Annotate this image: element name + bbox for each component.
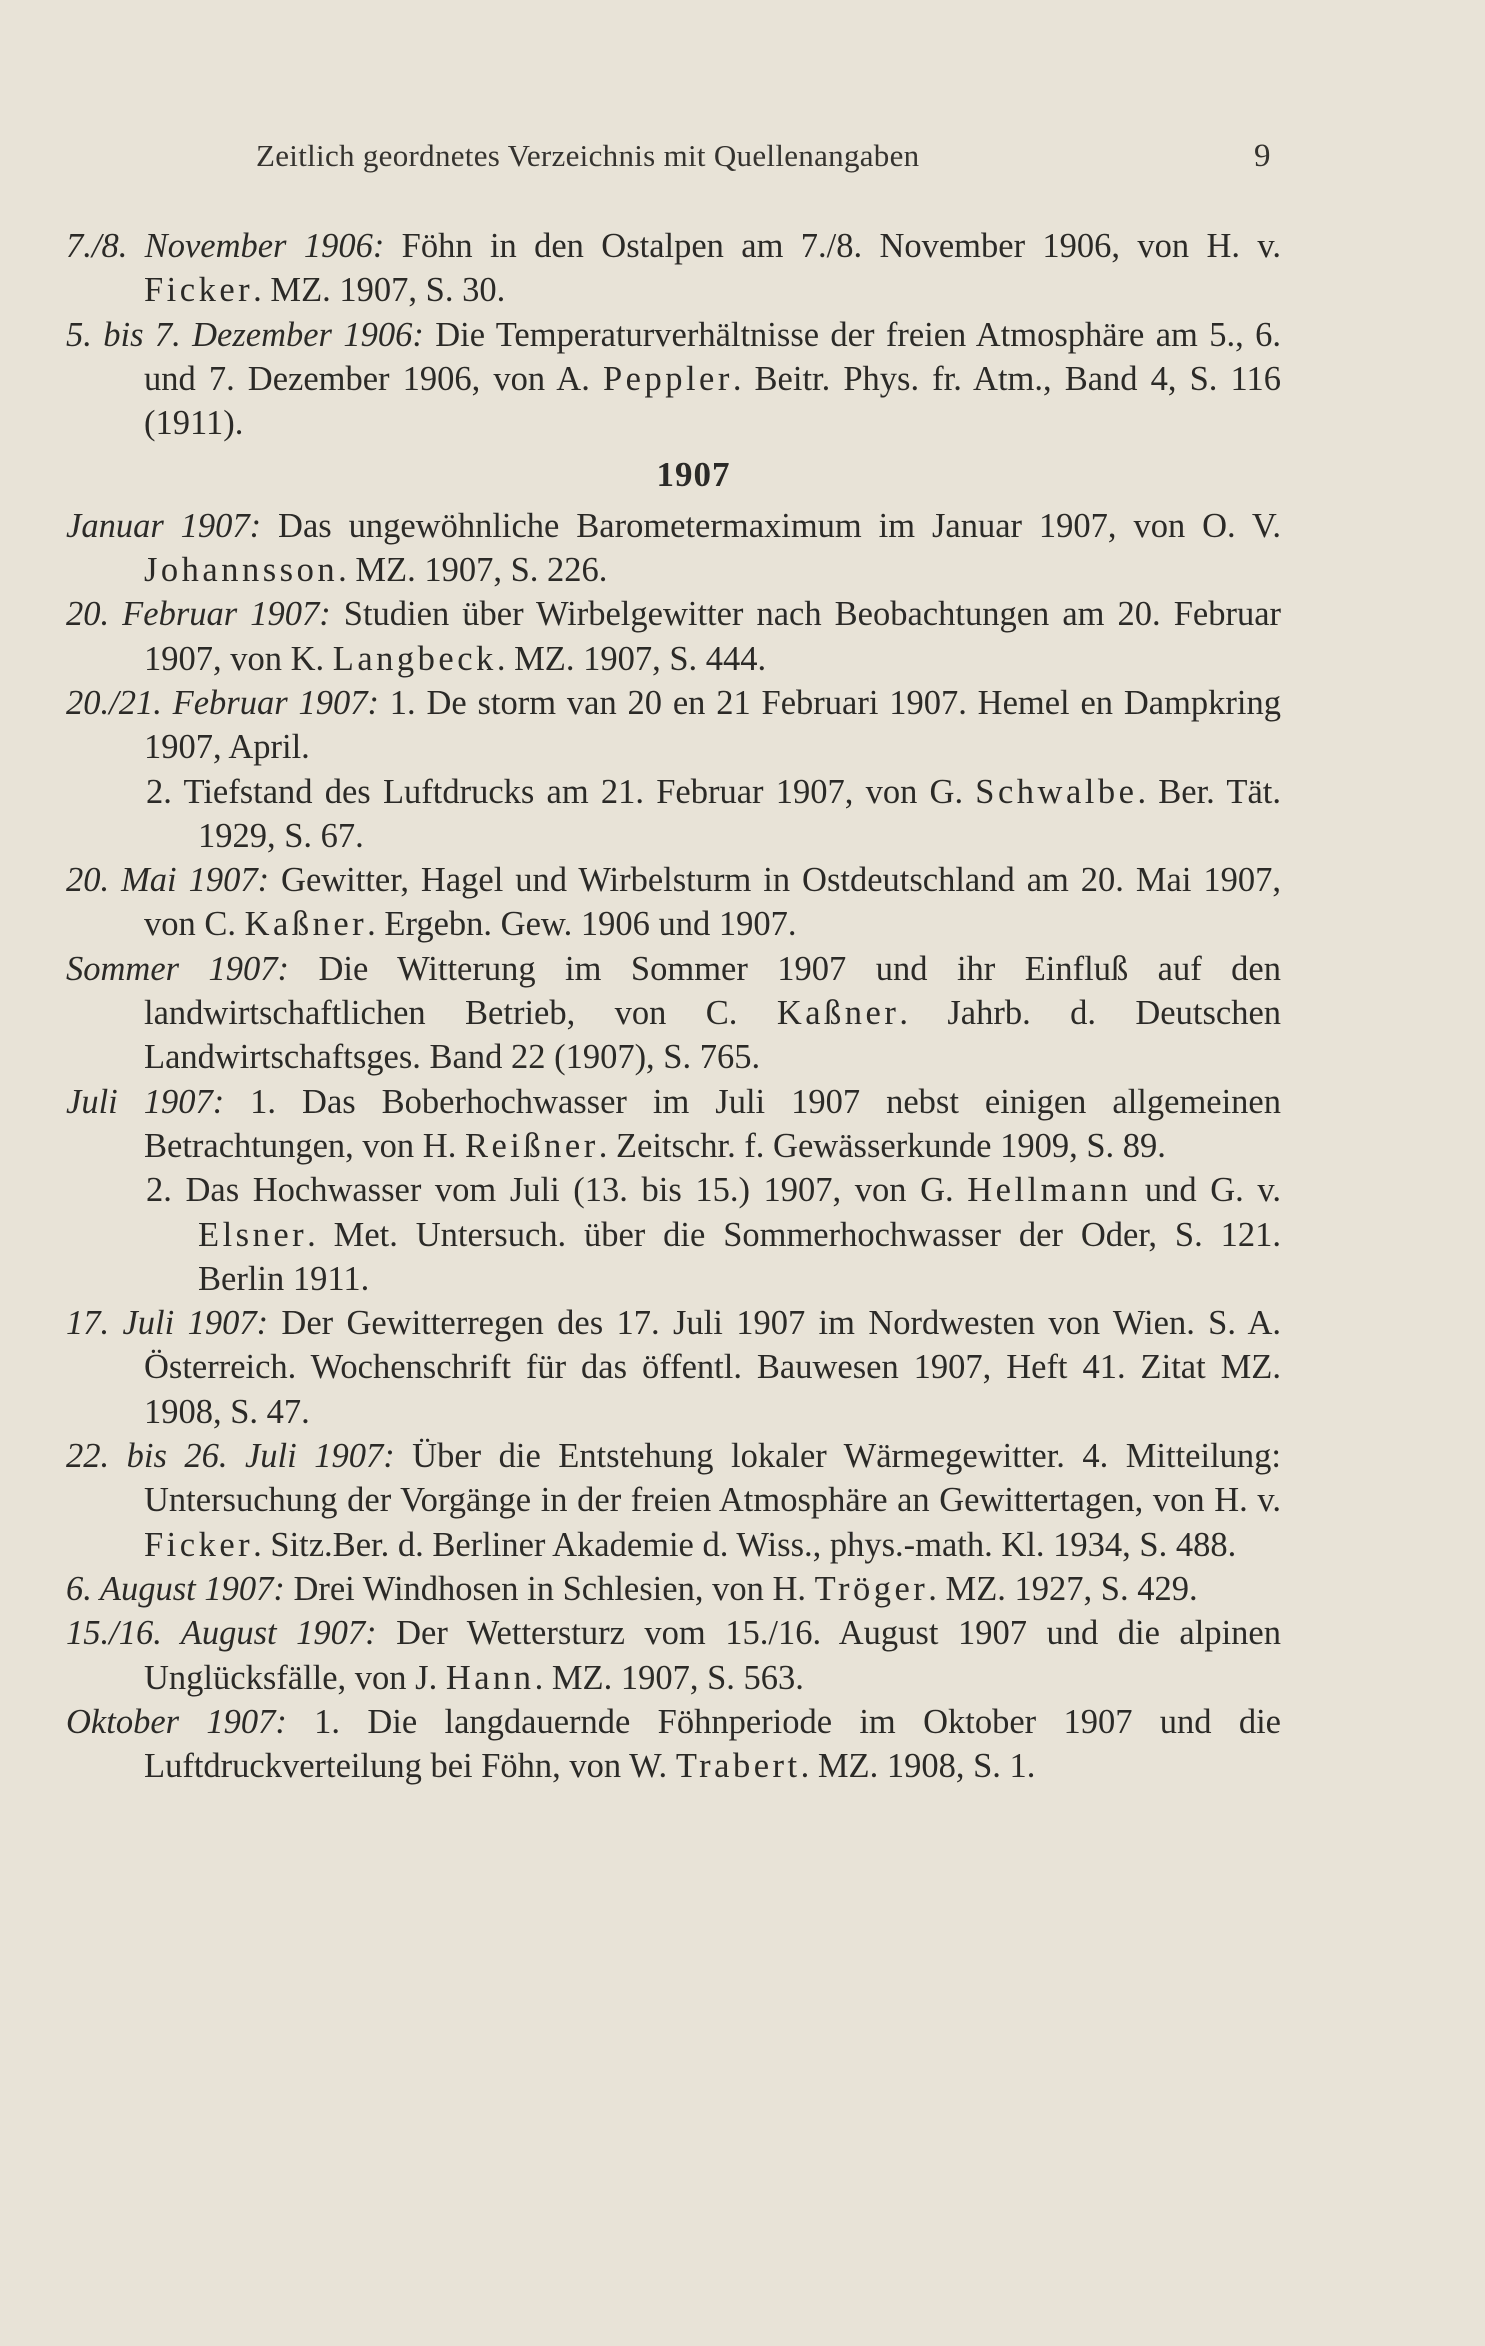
entry-source: . Zeitschr. f. Gewässerkunde 1909, S. 89. xyxy=(598,1126,1166,1165)
entry-text: und G. v. xyxy=(1131,1171,1281,1210)
list-item xyxy=(66,313,1281,446)
entry-text: 1. Das Boberhochwasser im Juli 1907 nebst einigen allgemeinen Betrachtungen, von H. xyxy=(144,1082,1281,1165)
list-item xyxy=(66,1080,1281,1169)
entry-source: . Ber. Tät. 1929, S. 67. xyxy=(198,772,1281,855)
entry-date: Januar 1907: xyxy=(66,506,262,545)
list-item xyxy=(66,681,1281,770)
entry-source: . MZ. 1907, S. 444. xyxy=(496,639,767,678)
entry-author: Ficker xyxy=(144,271,254,310)
entry-date: 15./16. August 1907: xyxy=(66,1614,377,1653)
list-item xyxy=(66,1567,1281,1611)
entry-source: . Met. Untersuch. über die Sommerhochwasser der Oder, S. 121. Berlin 1911. xyxy=(198,1215,1281,1298)
entry-text: 2. Das Hochwasser vom Juli (13. bis 15.) 1907, von G. xyxy=(146,1171,968,1210)
page-number: 9 xyxy=(1254,138,1271,174)
entry-author: Peppler xyxy=(602,359,733,398)
entry-date: 7./8. November 1906: xyxy=(66,227,385,265)
entry-source: . MZ. 1908, S. 1. xyxy=(800,1747,1036,1786)
sub-item xyxy=(66,1168,1281,1301)
list-item xyxy=(66,858,1281,947)
entry-author: Hellmann xyxy=(967,1171,1132,1210)
running-header: Zeitlich geordnetes Verzeichnis mit Quellenangaben xyxy=(256,138,920,173)
list-item xyxy=(66,1434,1281,1567)
entry-author: Langbeck xyxy=(332,639,497,678)
entry-author: Trabert xyxy=(675,1747,801,1786)
entry-text: Drei Windhosen in Schlesien, von H. xyxy=(284,1569,815,1608)
entry-date: Oktober 1907: xyxy=(66,1702,287,1741)
entry-date: Sommer 1907: xyxy=(66,949,290,988)
entry-text: Studien über Wirbelgewitter nach Beobachtungen am 20. Februar 1907, von K. xyxy=(144,595,1281,678)
entry-text: Gewitter, Hagel und Wirbelsturm in Ostdeutschland am 20. Mai 1907, von C. xyxy=(144,861,1281,944)
entry-author: Ficker xyxy=(144,1525,254,1564)
entry-author: Schwalbe xyxy=(975,772,1138,811)
entry-source: . Sitz.Ber. d. Berliner Akademie d. Wiss., phys.-math. Kl. 1934, S. 488. xyxy=(253,1525,1237,1564)
list-item xyxy=(66,1611,1281,1700)
entry-author: Johannsson xyxy=(144,551,339,590)
entry-date: 17. Juli 1907: xyxy=(66,1304,269,1343)
entry-author: Elsner xyxy=(198,1215,308,1254)
list-item xyxy=(66,1301,1281,1434)
list-item xyxy=(66,1700,1281,1789)
entry-text: Die Temperaturverhältnisse der freien Atmosphäre am 5., 6. und 7. Dezember 1906, von A. xyxy=(144,315,1281,398)
entry-author: Kaßner xyxy=(244,905,368,944)
entry-author: Kaßner xyxy=(776,994,900,1033)
entry-text: Föhn in den Ostalpen am 7./8. November 1906, von H. v. xyxy=(384,227,1281,265)
entry-date: 5. bis 7. Dezember 1906: xyxy=(66,315,424,354)
entry-date: 6. August 1907: xyxy=(66,1569,285,1608)
entry-text: 1. De storm van 20 en 21 Februari 1907. Hemel en Dampkring 1907, April. xyxy=(144,683,1281,767)
entry-text: Das ungewöhnliche Barometermaximum im Januar 1907, von O. V. xyxy=(261,506,1281,545)
list-item xyxy=(66,592,1281,681)
entry-source: . MZ. 1907, S. 226. xyxy=(338,551,608,590)
year-heading: 1907 xyxy=(656,455,731,495)
list-item xyxy=(66,504,1281,593)
bibliography-list xyxy=(66,224,1281,1788)
entry-source: . Jahrb. d. Deutschen Landwirtschaftsges. Band 22 (1907), S. 765. xyxy=(144,994,1282,1077)
entry-source: . Ergebn. Gew. 1906 und 1907. xyxy=(367,905,797,944)
entry-text: Die Witterung im Sommer 1907 und ihr Einfluß auf den landwirtschaftlichen Betrieb, von C. xyxy=(144,949,1281,1033)
entry-date: 20. Mai 1907: xyxy=(66,861,270,900)
entry-source: . MZ. 1907, S. 30. xyxy=(253,271,506,310)
entry-author: Reißner xyxy=(464,1126,599,1165)
entry-text: Der Wettersturz vom 15./16. August 1907 und die alpinen Unglücksfälle, von J. xyxy=(144,1614,1281,1697)
entry-date: 22. bis 26. Juli 1907: xyxy=(66,1437,395,1476)
entry-date: 20. Februar 1907: xyxy=(66,595,331,634)
entry-date: Juli 1907: xyxy=(66,1082,225,1121)
list-item xyxy=(66,224,1281,313)
entry-text: Über die Entstehung lokaler Wärmegewitter. 4. Mitteilung: Untersuchung der Vorgänge in der freien Atmosphäre an Gewittertagen, von H. v. xyxy=(144,1437,1282,1520)
list-item xyxy=(66,947,1281,1080)
entry-text: Der Gewitterregen des 17. Juli 1907 im Nordwesten von Wien. S. A. Österreich. Wochenschrift für das öffentl. Bauwesen 1907, Heft 41. Zitat MZ. 1908, S. 47. xyxy=(144,1304,1281,1431)
entry-text: 1. Die langdauernde Föhnperiode im Oktober 1907 und die Luftdruckverteilung bei Föhn, von W. xyxy=(144,1702,1281,1786)
entry-author: Tröger xyxy=(814,1569,929,1608)
entry-source: . Beitr. Phys. fr. Atm., Band 4, S. 116 (1911). xyxy=(144,359,1281,443)
entry-date: 20./21. Februar 1907: xyxy=(66,683,379,722)
entry-source: . MZ. 1907, S. 563. xyxy=(534,1658,804,1697)
entry-source: . MZ. 1927, S. 429. xyxy=(928,1569,1198,1608)
sub-item xyxy=(66,770,1281,859)
entry-text: 2. Tiefstand des Luftdrucks am 21. Februar 1907, von G. xyxy=(146,772,976,811)
entry-author: Hann xyxy=(445,1658,535,1697)
